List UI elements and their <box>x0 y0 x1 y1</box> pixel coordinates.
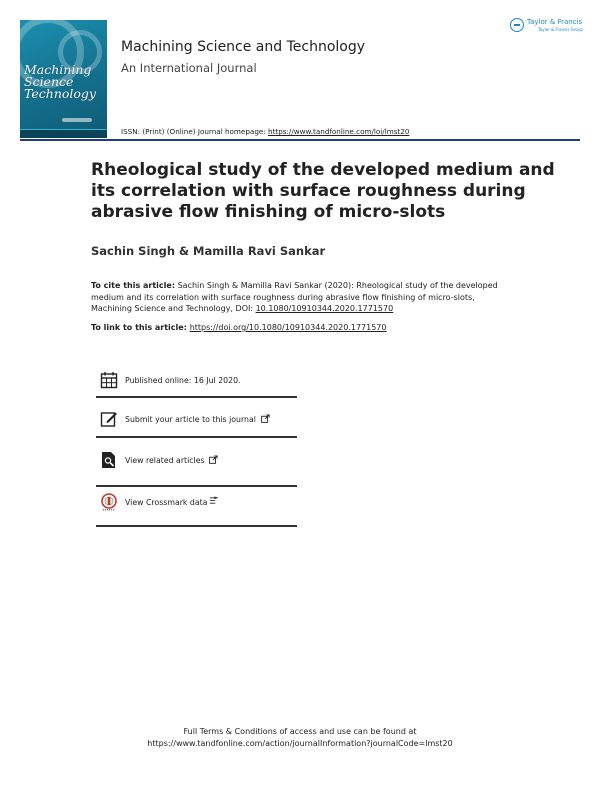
header-divider <box>20 139 580 141</box>
cover-title-line: Science <box>24 74 74 89</box>
search-document-icon <box>100 451 118 469</box>
article-title: Rheological study of the developed medium and its correlation with surface roughness during abrasive flow finishing of micro-slots <box>91 160 555 222</box>
link-label: To link to this article: <box>91 323 190 332</box>
published-online-label: Published online: 16 Jul 2020. <box>125 376 241 385</box>
citation-block <box>91 280 511 315</box>
submit-article-label: Submit your article to this journal <box>125 415 256 424</box>
taylor-francis-logo-icon <box>510 18 524 32</box>
journal-homepage-link[interactable]: https://www.tandfonline.com/loi/lmst20 <box>268 127 410 136</box>
crossmark-icon <box>100 493 118 511</box>
divider <box>96 485 297 487</box>
divider <box>96 396 297 398</box>
link-to-article <box>91 323 387 332</box>
related-articles-row[interactable] <box>100 451 300 473</box>
cover-publisher-mark <box>62 118 92 122</box>
cover-title-line: Machining <box>24 62 92 77</box>
journal-subtitle: An International Journal <box>121 61 257 75</box>
external-link-icon <box>261 414 270 423</box>
crossmark-label: View Crossmark data <box>125 498 208 507</box>
cover-title <box>24 64 106 100</box>
related-articles-label: View related articles <box>125 456 205 465</box>
calendar-icon <box>100 371 118 389</box>
journal-name: Machining Science and Technology <box>121 39 366 55</box>
external-link-icon <box>209 455 218 464</box>
article-authors: Sachin Singh & Mamilla Ravi Sankar <box>91 244 326 258</box>
issn-text: ISSN: (Print) (Online) Journal homepage: <box>121 127 269 136</box>
edit-icon <box>100 410 118 428</box>
journal-cover-image <box>20 20 107 138</box>
cover-title-line: Technology <box>24 86 96 101</box>
footer <box>0 726 600 750</box>
doi-link[interactable]: 10.1080/10910344.2020.1771570 <box>255 304 394 313</box>
published-online-row <box>100 371 300 393</box>
submit-article-row[interactable] <box>100 410 300 432</box>
divider <box>96 436 297 438</box>
footer-terms-text: Full Terms & Conditions of access and use can be found at <box>183 727 417 736</box>
footer-terms-link[interactable]: https://www.tandfonline.com/action/journalInformation?journalCode=lmst20 <box>147 739 453 748</box>
crossmark-link-icon <box>209 496 218 505</box>
publisher-name: Taylor & Francis <box>527 18 583 26</box>
cite-text: Sachin Singh & Mamilla Ravi Sankar (2020): Rheological study of the developed medium and its correlation with surface roughness during abrasive flow finishing of micro-slots, Machining Science and Technology, DOI: <box>91 281 498 313</box>
article-url-link[interactable]: https://doi.org/10.1080/10910344.2020.1771570 <box>189 323 387 332</box>
taylor-francis-logo[interactable] <box>510 16 582 38</box>
cover-footer-band <box>20 129 107 138</box>
divider <box>96 525 297 527</box>
issn-line <box>121 127 409 136</box>
crossmark-row[interactable] <box>100 493 300 515</box>
cite-label: To cite this article: <box>91 281 176 290</box>
publisher-tagline: Taylor & Francis Group <box>538 27 583 32</box>
